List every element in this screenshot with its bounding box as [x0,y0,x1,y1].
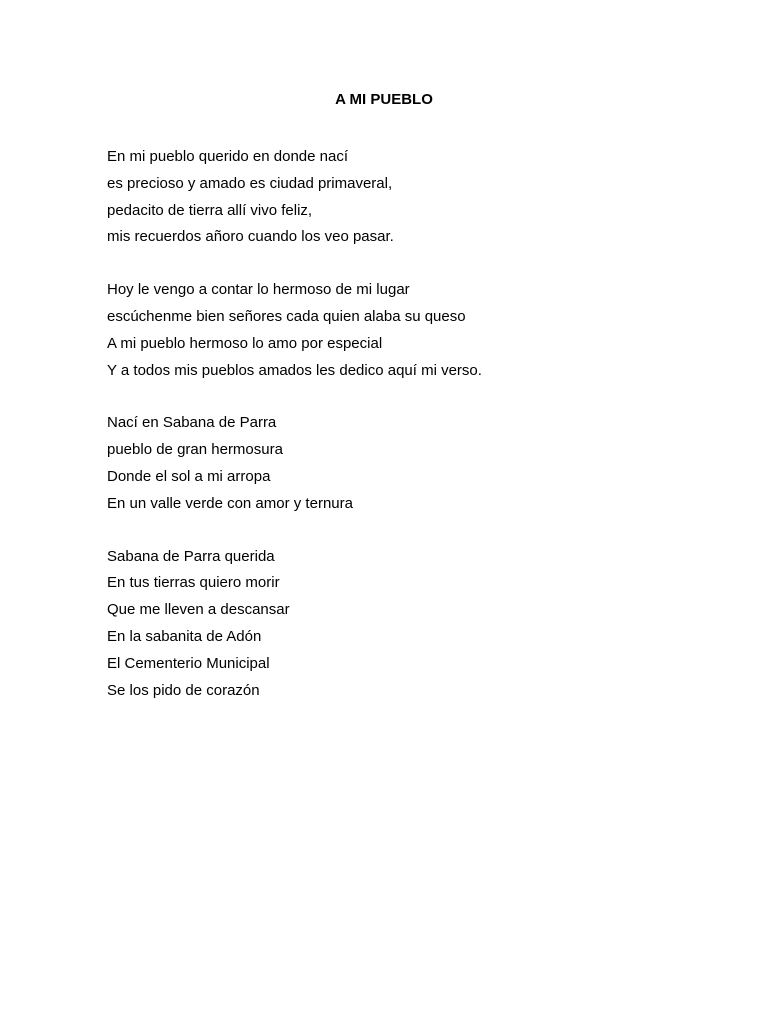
poem-line: A mi pueblo hermoso lo amo por especial [107,334,383,352]
poem-line: En un valle verde con amor y ternura [107,494,353,512]
poem-line: es precioso y amado es ciudad primaveral, [107,174,393,192]
poem-line: mis recuerdos añoro cuando los veo pasar. [107,228,394,246]
poem-line: Donde el sol a mi arropa [107,467,271,485]
poem-line: pedacito de tierra allí vivo feliz, [107,201,313,219]
page-title: A MI PUEBLO [335,91,433,108]
poem-line: Que me lleven a descansar [107,601,290,619]
stanza-3 [107,410,667,517]
stanza-2 [107,277,667,384]
poem-line: escúchenme bien señores cada quien alaba su queso [107,307,466,325]
poem-line: pueblo de gran hermosura [107,441,283,459]
poem-line: Nací en Sabana de Parra [107,414,277,432]
poem-line: Sabana de Parra querida [107,547,275,565]
poem-line: En tus tierras quiero morir [107,574,280,592]
poem-line: El Cementerio Municipal [107,654,270,672]
poem-body [107,144,667,730]
poem-line: Hoy le vengo a contar lo hermoso de mi lugar [107,281,410,299]
poem-line: Se los pido de corazón [107,681,260,699]
stanza-1 [107,144,667,251]
poem-line: En la sabanita de Adón [107,627,262,645]
stanza-4 [107,544,667,705]
poem-line: Y a todos mis pueblos amados les dedico aquí mi verso. [107,361,482,379]
poem-line: En mi pueblo querido en donde nací [107,148,349,165]
